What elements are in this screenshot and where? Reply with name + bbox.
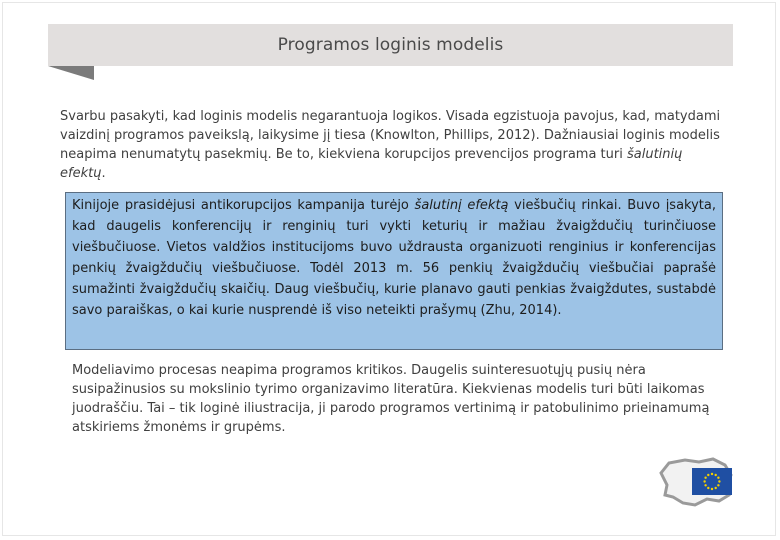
case-study-box bbox=[65, 192, 723, 350]
slide-title: Programos loginis modelis bbox=[277, 35, 504, 55]
eu-flag-icon bbox=[692, 468, 732, 495]
intro-end: . bbox=[101, 166, 106, 181]
title-bar bbox=[48, 24, 733, 66]
case-study-paragraph bbox=[72, 195, 716, 321]
closing-paragraph: Modeliavimo procesas neapima programos kritikos. Daugelis suinteresuotųjų pusių nėra susipažinusios su mokslinio tyrimo organizavimo literatūra. Kiekvienas modelis turi būti laikomas juodraščiu. Tai – tik loginė iliustracija, ji parodo programos vertinimą ir patobulinimo prieinamumą atskiriems žmonėms ir grupėms. bbox=[72, 363, 710, 435]
case-italic-text: šalutinį efektą bbox=[414, 198, 509, 213]
intro-text: Svarbu pasakyti, kad loginis modelis negarantuoja logikos. Visada egzistuoja pavojus, kad, matydami vaizdinį programos paveikslą, laikysime jį tiesa (Knowlton, Phillips, 2012). Dažniausiai loginis modelis neapima nenumatytų pasekmių. Be to, kiekviena korupcijos prevencijos programa turi bbox=[60, 109, 721, 162]
title-tab-decoration bbox=[48, 66, 94, 80]
case-text-start: Kinijoje prasidėjusi antikorupcijos kampanija turėjo bbox=[72, 198, 415, 213]
case-text-rest: viešbučių rinkai. Buvo įsakyta, kad daugelis konferencijų ir renginių turi vykti keturių ir mažiau žvaigždučių turinčiuose viešbučiuose. Vietos valdžios institucijoms buvo uždrausta organizuoti renginius ir konferencijas penkių žvaigždučių viešbučiuose. Todėl 2013 m. 56 penkių žvaigždučių viešbučiai paprašė sumažinti žvaigždučių skaičių. Daug viešbučių, kurie planavo gauti penkias žvaigždutes, sustabdė savo paraiškas, o kai kurie nusprendė iš viso neteikti prašymų (Zhu, 2014). bbox=[72, 198, 716, 318]
intro-paragraph bbox=[60, 107, 725, 183]
intro-italic-text: šalutinių efektų bbox=[60, 147, 683, 181]
